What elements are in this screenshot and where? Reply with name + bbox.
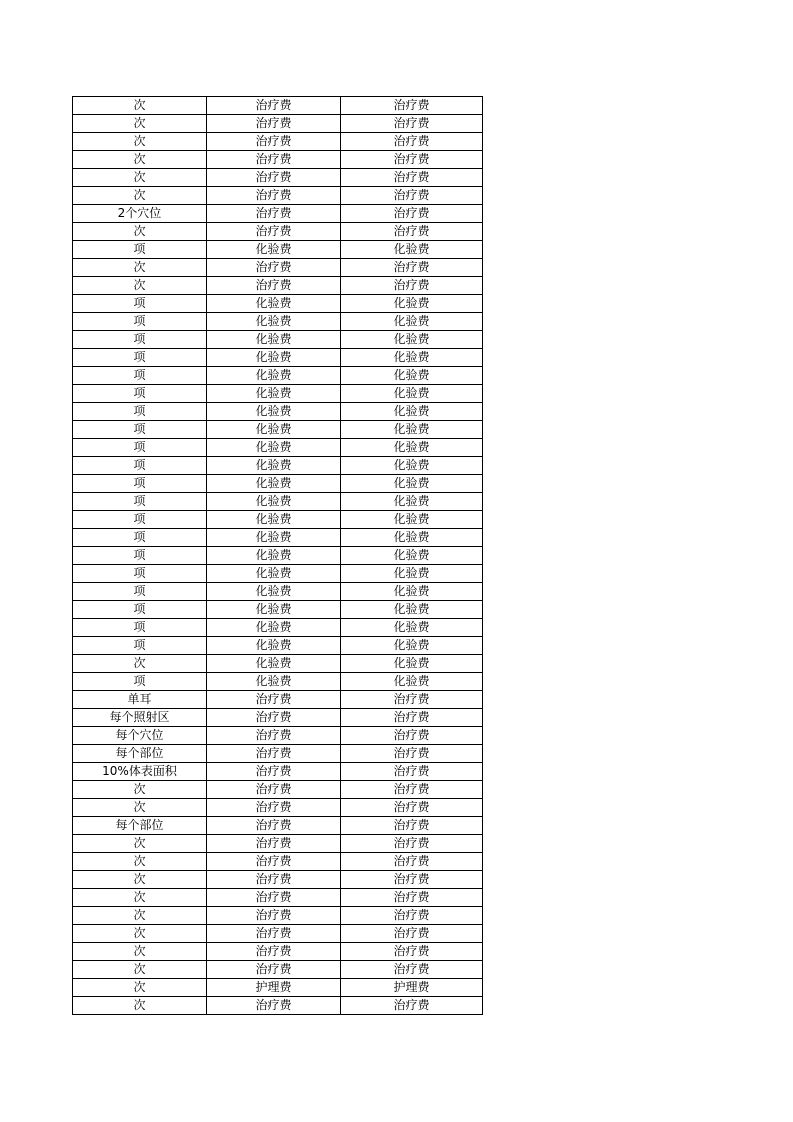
- table-row: [73, 187, 483, 205]
- unit-cell: 次: [73, 961, 207, 979]
- fee-category-cell: 治疗费: [341, 943, 483, 961]
- unit-cell: 项: [73, 673, 207, 691]
- fee-category-cell: 化验费: [207, 547, 341, 565]
- unit-cell: 每个照射区: [73, 709, 207, 727]
- unit-cell: 每个部位: [73, 745, 207, 763]
- fee-category-cell: 治疗费: [207, 169, 341, 187]
- fee-category-cell: 治疗费: [341, 907, 483, 925]
- unit-cell: 项: [73, 457, 207, 475]
- fee-category-cell: 化验费: [341, 601, 483, 619]
- unit-cell: 项: [73, 313, 207, 331]
- fee-category-cell: 化验费: [341, 295, 483, 313]
- fee-category-cell: 化验费: [207, 367, 341, 385]
- fee-category-cell: 治疗费: [341, 187, 483, 205]
- fee-category-cell: 化验费: [207, 421, 341, 439]
- unit-cell: 次: [73, 187, 207, 205]
- table-row: [73, 781, 483, 799]
- table-row: [73, 403, 483, 421]
- fee-category-cell: 化验费: [207, 403, 341, 421]
- table-row: [73, 259, 483, 277]
- fee-category-cell: 治疗费: [341, 205, 483, 223]
- table-row: [73, 907, 483, 925]
- fee-category-cell: 治疗费: [341, 133, 483, 151]
- unit-cell: 次: [73, 655, 207, 673]
- table-row: [73, 385, 483, 403]
- table-row: [73, 97, 483, 115]
- unit-cell: 次: [73, 277, 207, 295]
- fee-category-cell: 化验费: [207, 619, 341, 637]
- unit-cell: 项: [73, 385, 207, 403]
- fee-category-cell: 治疗费: [341, 97, 483, 115]
- unit-cell: 项: [73, 439, 207, 457]
- unit-cell: 次: [73, 259, 207, 277]
- table-row: [73, 547, 483, 565]
- unit-cell: 2个穴位: [73, 205, 207, 223]
- table-row: [73, 349, 483, 367]
- unit-cell: 项: [73, 565, 207, 583]
- unit-cell: 次: [73, 907, 207, 925]
- fee-category-cell: 治疗费: [341, 853, 483, 871]
- table-row: [73, 709, 483, 727]
- fee-category-cell: 治疗费: [207, 943, 341, 961]
- fee-category-cell: 治疗费: [341, 259, 483, 277]
- table-row: [73, 763, 483, 781]
- unit-cell: 项: [73, 331, 207, 349]
- fee-category-cell: 治疗费: [207, 835, 341, 853]
- table-row: [73, 475, 483, 493]
- table-row: [73, 835, 483, 853]
- fee-category-cell: 治疗费: [207, 277, 341, 295]
- table-row: [73, 889, 483, 907]
- unit-cell: 每个部位: [73, 817, 207, 835]
- unit-cell: 10%体表面积: [73, 763, 207, 781]
- fee-category-cell: 化验费: [341, 241, 483, 259]
- fee-category-cell: 治疗费: [207, 997, 341, 1015]
- fee-category-cell: 化验费: [207, 331, 341, 349]
- table-row: [73, 421, 483, 439]
- fee-category-cell: 化验费: [341, 475, 483, 493]
- fee-category-cell: 治疗费: [341, 115, 483, 133]
- fee-category-cell: 治疗费: [207, 259, 341, 277]
- unit-cell: 次: [73, 835, 207, 853]
- fee-category-cell: 化验费: [207, 601, 341, 619]
- fee-category-cell: 治疗费: [341, 817, 483, 835]
- unit-cell: 次: [73, 889, 207, 907]
- unit-cell: 项: [73, 547, 207, 565]
- table-row: [73, 133, 483, 151]
- fee-category-cell: 治疗费: [207, 115, 341, 133]
- table-row: [73, 925, 483, 943]
- fee-category-cell: 化验费: [207, 511, 341, 529]
- fee-category-cell: 化验费: [341, 493, 483, 511]
- fee-table: [72, 96, 483, 1015]
- fee-category-cell: 治疗费: [341, 709, 483, 727]
- fee-category-cell: 治疗费: [207, 133, 341, 151]
- fee-category-cell: 化验费: [341, 385, 483, 403]
- unit-cell: 次: [73, 925, 207, 943]
- table-row: [73, 655, 483, 673]
- unit-cell: 项: [73, 619, 207, 637]
- unit-cell: 次: [73, 943, 207, 961]
- table-row: [73, 601, 483, 619]
- fee-category-cell: 化验费: [341, 529, 483, 547]
- fee-category-cell: 化验费: [207, 295, 341, 313]
- unit-cell: 次: [73, 799, 207, 817]
- unit-cell: 每个穴位: [73, 727, 207, 745]
- fee-category-cell: 化验费: [341, 421, 483, 439]
- table-row: [73, 961, 483, 979]
- fee-category-cell: 化验费: [207, 637, 341, 655]
- fee-category-cell: 治疗费: [341, 889, 483, 907]
- unit-cell: 次: [73, 223, 207, 241]
- fee-category-cell: 化验费: [341, 367, 483, 385]
- table-row: [73, 529, 483, 547]
- fee-category-cell: 化验费: [341, 349, 483, 367]
- unit-cell: 项: [73, 475, 207, 493]
- table-row: [73, 331, 483, 349]
- unit-cell: 项: [73, 403, 207, 421]
- unit-cell: 次: [73, 169, 207, 187]
- fee-category-cell: 化验费: [207, 673, 341, 691]
- fee-category-cell: 治疗费: [341, 961, 483, 979]
- table-row: [73, 727, 483, 745]
- table-row: [73, 943, 483, 961]
- fee-category-cell: 化验费: [341, 655, 483, 673]
- fee-category-cell: 化验费: [341, 331, 483, 349]
- fee-category-cell: 治疗费: [341, 997, 483, 1015]
- table-row: [73, 799, 483, 817]
- fee-category-cell: 化验费: [341, 619, 483, 637]
- fee-category-cell: 治疗费: [207, 709, 341, 727]
- fee-category-cell: 治疗费: [207, 961, 341, 979]
- fee-category-cell: 化验费: [341, 457, 483, 475]
- fee-category-cell: 治疗费: [207, 727, 341, 745]
- fee-category-cell: 治疗费: [207, 799, 341, 817]
- unit-cell: 项: [73, 583, 207, 601]
- unit-cell: 项: [73, 637, 207, 655]
- fee-category-cell: 治疗费: [341, 781, 483, 799]
- unit-cell: 次: [73, 871, 207, 889]
- fee-category-cell: 治疗费: [341, 277, 483, 295]
- table-row: [73, 565, 483, 583]
- fee-table-body: [73, 97, 483, 1015]
- table-row: [73, 979, 483, 997]
- table-row: [73, 115, 483, 133]
- table-row: [73, 673, 483, 691]
- fee-category-cell: 化验费: [207, 529, 341, 547]
- table-row: [73, 511, 483, 529]
- unit-cell: 项: [73, 349, 207, 367]
- fee-category-cell: 治疗费: [207, 151, 341, 169]
- fee-category-cell: 化验费: [207, 655, 341, 673]
- fee-category-cell: 化验费: [341, 511, 483, 529]
- fee-category-cell: 化验费: [207, 439, 341, 457]
- unit-cell: 次: [73, 979, 207, 997]
- fee-category-cell: 治疗费: [207, 925, 341, 943]
- unit-cell: 项: [73, 421, 207, 439]
- fee-category-cell: 化验费: [341, 673, 483, 691]
- table-row: [73, 853, 483, 871]
- table-row: [73, 313, 483, 331]
- table-row: [73, 871, 483, 889]
- table-row: [73, 169, 483, 187]
- table-row: [73, 151, 483, 169]
- table-row: [73, 295, 483, 313]
- fee-category-cell: 治疗费: [207, 97, 341, 115]
- fee-category-cell: 治疗费: [207, 205, 341, 223]
- fee-category-cell: 化验费: [207, 565, 341, 583]
- table-row: [73, 367, 483, 385]
- table-row: [73, 691, 483, 709]
- table-row: [73, 439, 483, 457]
- fee-category-cell: 治疗费: [207, 871, 341, 889]
- fee-category-cell: 治疗费: [341, 871, 483, 889]
- fee-category-cell: 化验费: [207, 493, 341, 511]
- fee-category-cell: 化验费: [341, 547, 483, 565]
- unit-cell: 次: [73, 97, 207, 115]
- table-row: [73, 223, 483, 241]
- unit-cell: 项: [73, 241, 207, 259]
- fee-category-cell: 治疗费: [341, 691, 483, 709]
- fee-category-cell: 治疗费: [207, 745, 341, 763]
- unit-cell: 单耳: [73, 691, 207, 709]
- fee-category-cell: 化验费: [341, 403, 483, 421]
- fee-category-cell: 治疗费: [341, 799, 483, 817]
- fee-category-cell: 治疗费: [207, 853, 341, 871]
- table-row: [73, 277, 483, 295]
- unit-cell: 项: [73, 529, 207, 547]
- fee-category-cell: 治疗费: [207, 763, 341, 781]
- unit-cell: 次: [73, 115, 207, 133]
- fee-category-cell: 化验费: [341, 439, 483, 457]
- fee-category-cell: 治疗费: [341, 151, 483, 169]
- table-row: [73, 457, 483, 475]
- fee-category-cell: 化验费: [207, 385, 341, 403]
- fee-category-cell: 治疗费: [341, 745, 483, 763]
- fee-category-cell: 治疗费: [207, 889, 341, 907]
- fee-category-cell: 治疗费: [341, 925, 483, 943]
- table-row: [73, 817, 483, 835]
- fee-category-cell: 化验费: [207, 349, 341, 367]
- fee-category-cell: 化验费: [207, 457, 341, 475]
- fee-category-cell: 治疗费: [207, 781, 341, 799]
- table-row: [73, 241, 483, 259]
- fee-category-cell: 治疗费: [207, 691, 341, 709]
- fee-category-cell: 护理费: [341, 979, 483, 997]
- unit-cell: 次: [73, 853, 207, 871]
- table-row: [73, 745, 483, 763]
- unit-cell: 项: [73, 601, 207, 619]
- fee-category-cell: 治疗费: [207, 817, 341, 835]
- unit-cell: 次: [73, 997, 207, 1015]
- fee-category-cell: 治疗费: [207, 907, 341, 925]
- fee-category-cell: 化验费: [207, 475, 341, 493]
- unit-cell: 次: [73, 781, 207, 799]
- fee-category-cell: 护理费: [207, 979, 341, 997]
- table-row: [73, 997, 483, 1015]
- unit-cell: 项: [73, 511, 207, 529]
- unit-cell: 项: [73, 493, 207, 511]
- unit-cell: 次: [73, 151, 207, 169]
- fee-category-cell: 治疗费: [207, 187, 341, 205]
- fee-category-cell: 化验费: [207, 313, 341, 331]
- fee-category-cell: 化验费: [341, 583, 483, 601]
- fee-category-cell: 治疗费: [341, 835, 483, 853]
- table-row: [73, 583, 483, 601]
- unit-cell: 项: [73, 367, 207, 385]
- table-row: [73, 205, 483, 223]
- fee-category-cell: 化验费: [341, 637, 483, 655]
- fee-category-cell: 化验费: [341, 565, 483, 583]
- fee-category-cell: 化验费: [341, 313, 483, 331]
- fee-category-cell: 治疗费: [341, 223, 483, 241]
- fee-category-cell: 化验费: [207, 241, 341, 259]
- table-row: [73, 619, 483, 637]
- table-row: [73, 493, 483, 511]
- fee-category-cell: 治疗费: [341, 169, 483, 187]
- fee-category-cell: 治疗费: [341, 763, 483, 781]
- unit-cell: 次: [73, 133, 207, 151]
- table-row: [73, 637, 483, 655]
- fee-category-cell: 化验费: [207, 583, 341, 601]
- fee-category-cell: 治疗费: [341, 727, 483, 745]
- fee-category-cell: 治疗费: [207, 223, 341, 241]
- unit-cell: 项: [73, 295, 207, 313]
